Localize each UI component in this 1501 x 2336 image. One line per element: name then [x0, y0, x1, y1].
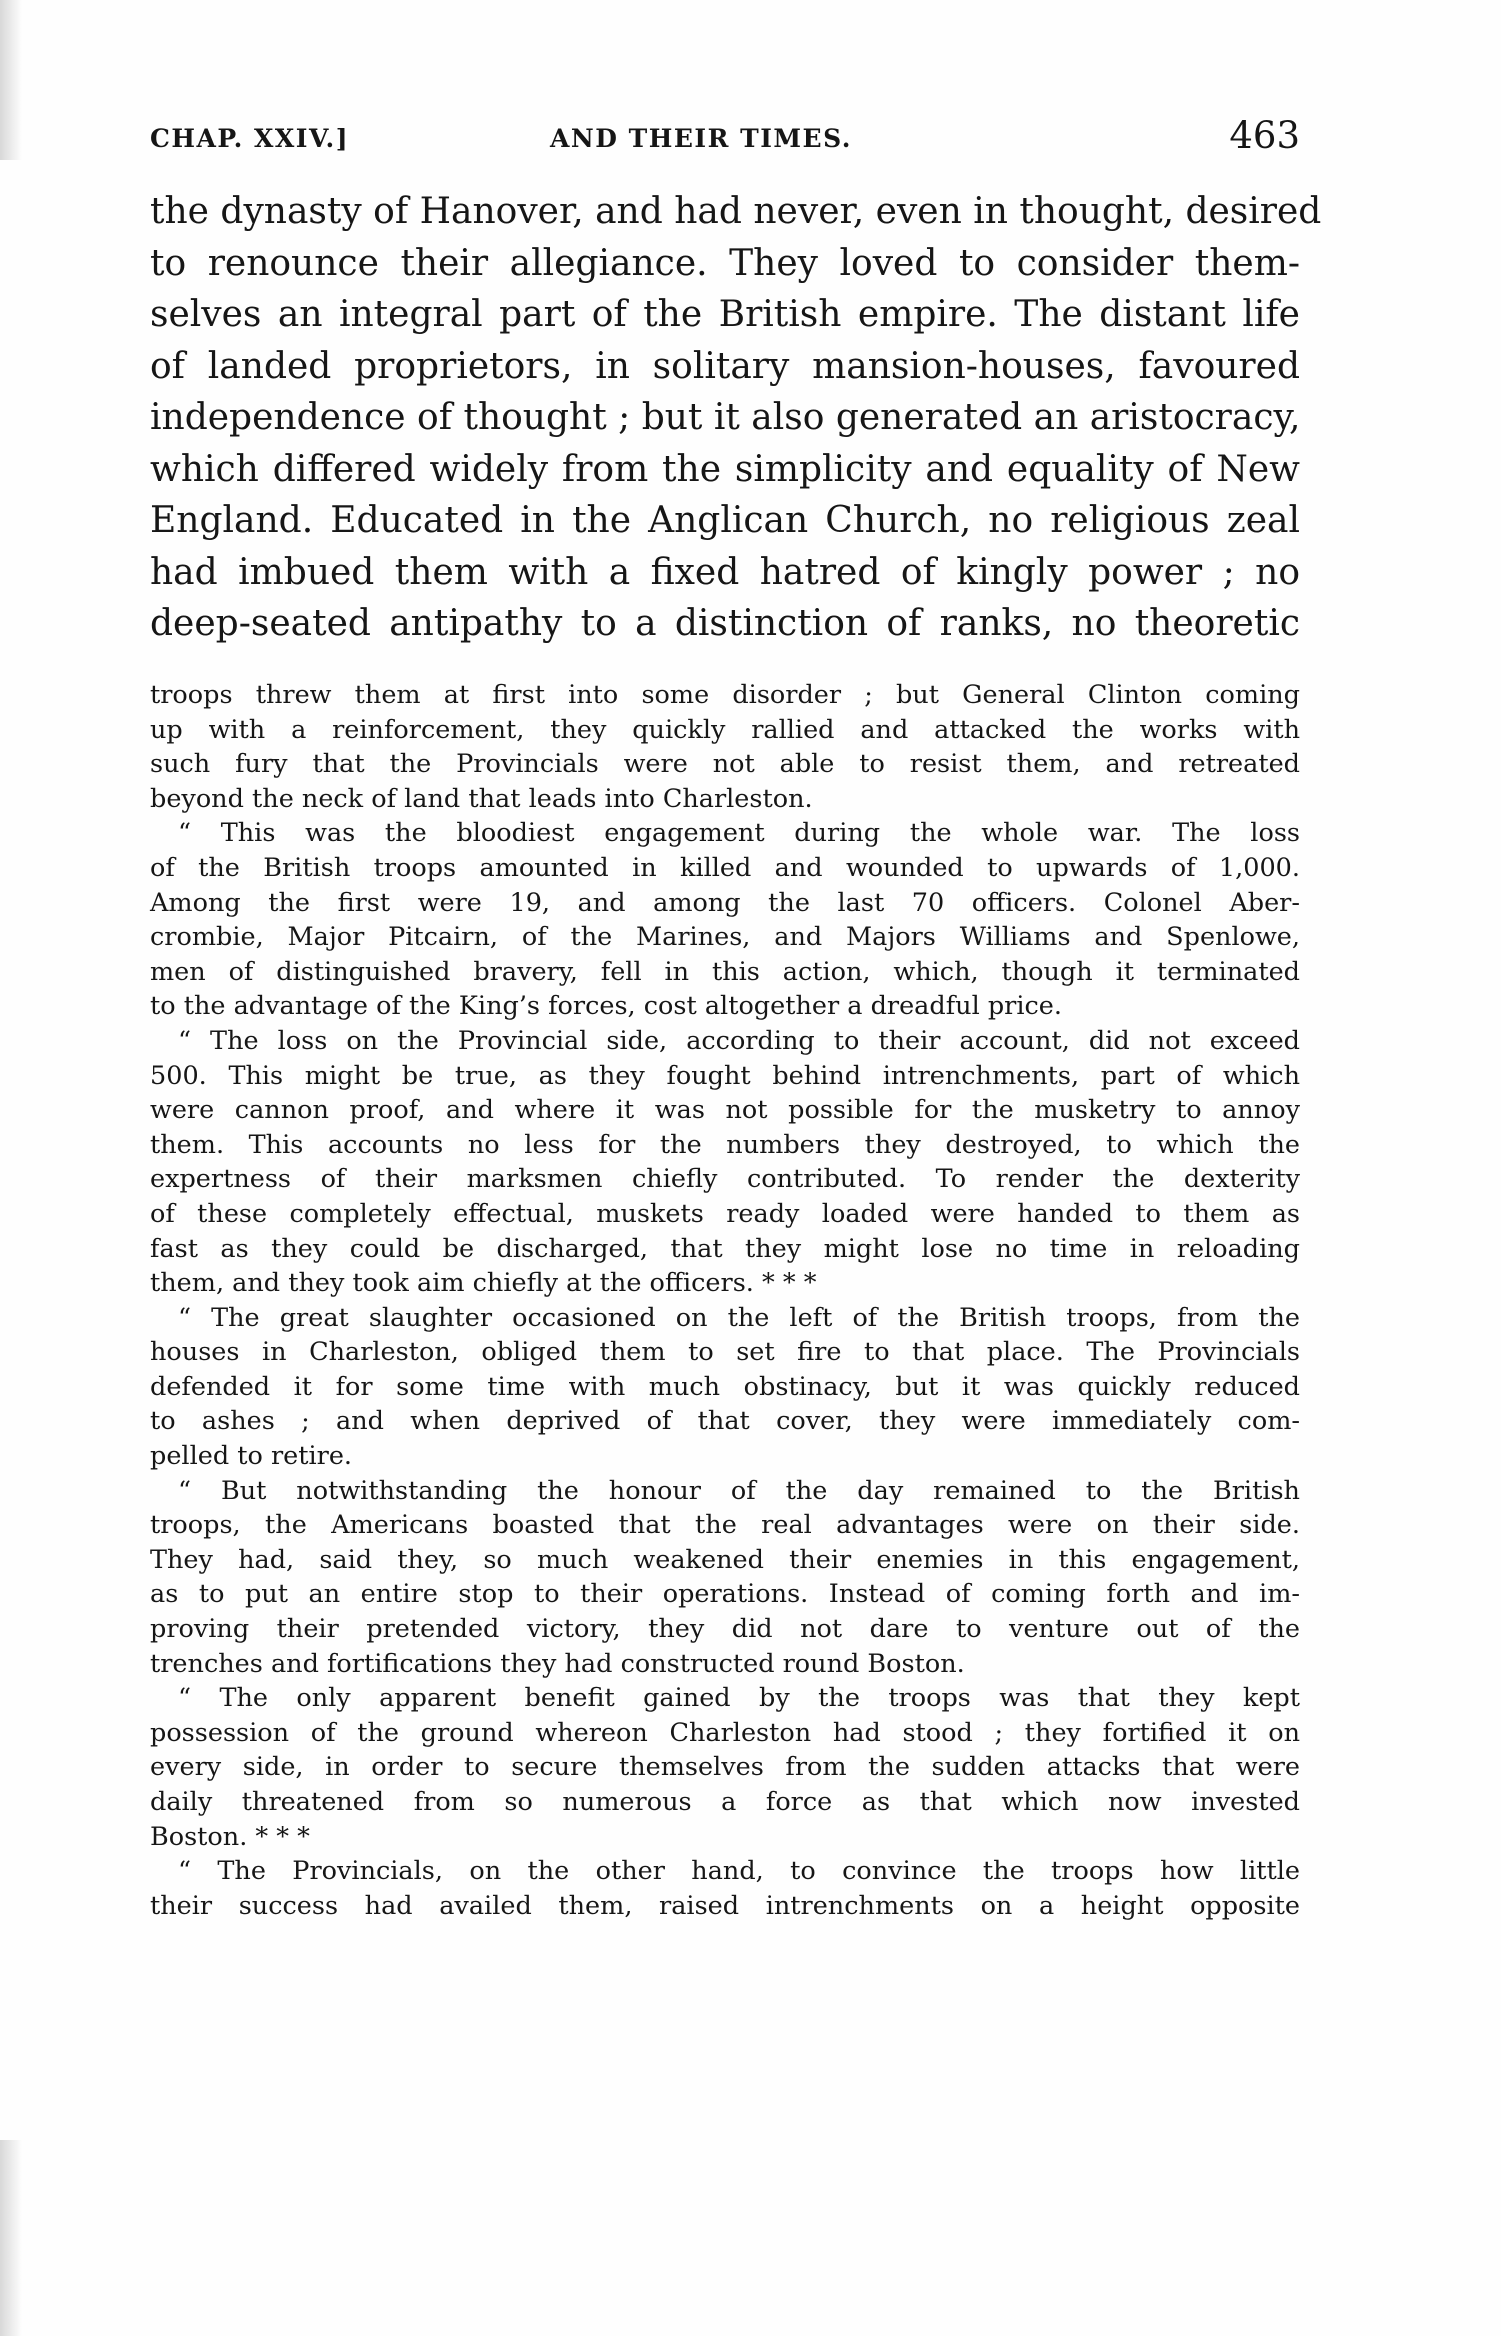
note-line: of the British troops amounted in killed and wounded to upwards of 1,000.: [150, 852, 1300, 883]
note-line: 500. This might be true, as they fought behind intrenchments, part of which: [150, 1060, 1300, 1091]
note-line: crombie, Major Pitcairn, of the Marines, and Majors Williams and Spenlowe,: [150, 922, 1300, 953]
text-line: deep-seated antipathy to a distinction of ranks, no theoretic: [150, 603, 1300, 644]
page-edge-shadow: [0, 2140, 22, 2336]
note-line: “ The Provincials, on the other hand, to convince the troops how little: [178, 1856, 1300, 1887]
note-line: “ The loss on the Provincial side, according to their account, did not exceed: [178, 1025, 1300, 1056]
text-line: England. Educated in the Anglican Church, no religious zeal: [150, 500, 1300, 541]
note-line: They had, said they, so much weakened their enemies in this engagement,: [150, 1544, 1300, 1575]
note-line: as to put an entire stop to their operations. Instead of coming forth and im-: [150, 1579, 1300, 1610]
chapter-label: CHAP. XXIV.]: [150, 124, 350, 153]
text-line: independence of thought ; but it also generated an aristocracy,: [150, 397, 1301, 438]
note-line: troops threw them at first into some disorder ; but General Clinton coming: [150, 680, 1300, 710]
note-line: fast as they could be discharged, that they might lose no time in reloading: [150, 1233, 1300, 1264]
note-line: them, and they took aim chiefly at the officers. * * *: [150, 1268, 817, 1299]
note-line: daily threatened from so numerous a force as that which now invested: [150, 1787, 1300, 1817]
note-line: of these completely effectual, muskets ready loaded were handed to them as: [150, 1198, 1300, 1229]
note-line: “ The great slaughter occasioned on the left of the British troops, from the: [178, 1302, 1300, 1333]
running-head: [150, 114, 1300, 158]
note-line: trenches and fortifications they had constructed round Boston.: [150, 1648, 965, 1679]
note-line: beyond the neck of land that leads into Charleston.: [150, 783, 813, 814]
note-line: every side, in order to secure themselves from the sudden attacks that were: [150, 1752, 1300, 1783]
note-line: defended it for some time with much obstinacy, but it was quickly reduced: [150, 1371, 1300, 1402]
note-line: such fury that the Provincials were not able to resist them, and retreated: [150, 749, 1300, 780]
note-line: “ The only apparent benefit gained by the troops was that they kept: [178, 1683, 1300, 1714]
note-line: their success had availed them, raised intrenchments on a height opposite: [150, 1890, 1300, 1921]
running-title: AND THEIR TIMES.: [550, 124, 852, 153]
page-number: 463: [1229, 114, 1300, 157]
note-line: to the advantage of the King’s forces, cost altogether a dreadful price.: [150, 991, 1062, 1022]
note-line: “ This was the bloodiest engagement during the whole war. The loss: [178, 818, 1300, 849]
note-line: proving their pretended victory, they did not dare to venture out of the: [150, 1614, 1300, 1645]
note-line: Among the first were 19, and among the last 70 officers. Colonel Aber-: [150, 887, 1300, 918]
page-edge-shadow: [0, 0, 22, 160]
text-line: had imbued them with a fixed hatred of kingly power ; no: [150, 551, 1300, 593]
text-line: the dynasty of Hanover, and had never, even in thought, desired: [150, 191, 1322, 232]
note-line: were cannon proof, and where it was not possible for the musketry to annoy: [150, 1095, 1300, 1126]
main-body-text: [150, 186, 1322, 650]
note-line: up with a reinforcement, they quickly rallied and attacked the works with: [150, 714, 1300, 745]
note-line: them. This accounts no less for the numbers they destroyed, to which the: [150, 1129, 1300, 1160]
note-line: “ But notwithstanding the honour of the day remained to the British: [178, 1475, 1300, 1506]
note-line: troops, the Americans boasted that the real advantages were on their side.: [150, 1510, 1300, 1541]
footnote-text: [150, 678, 1300, 1923]
text-line: which differed widely from the simplicity and equality of New: [150, 448, 1300, 490]
text-line: selves an integral part of the British empire. The distant life: [150, 294, 1300, 335]
text-line: of landed proprietors, in solitary mansion-houses, favoured: [150, 345, 1300, 387]
note-line: pelled to retire.: [150, 1441, 353, 1472]
note-line: Boston. * * *: [150, 1821, 310, 1852]
note-line: houses in Charleston, obliged them to set fire to that place. The Provincials: [150, 1337, 1300, 1368]
text-line: to renounce their allegiance. They loved to consider them-: [150, 242, 1300, 284]
note-line: possession of the ground whereon Charleston had stood ; they fortified it on: [150, 1717, 1300, 1748]
note-line: expertness of their marksmen chiefly contributed. To render the dexterity: [150, 1164, 1300, 1195]
note-line: to ashes ; and when deprived of that cover, they were immediately com-: [150, 1406, 1300, 1437]
note-line: men of distinguished bravery, fell in this action, which, though it terminated: [150, 956, 1300, 987]
